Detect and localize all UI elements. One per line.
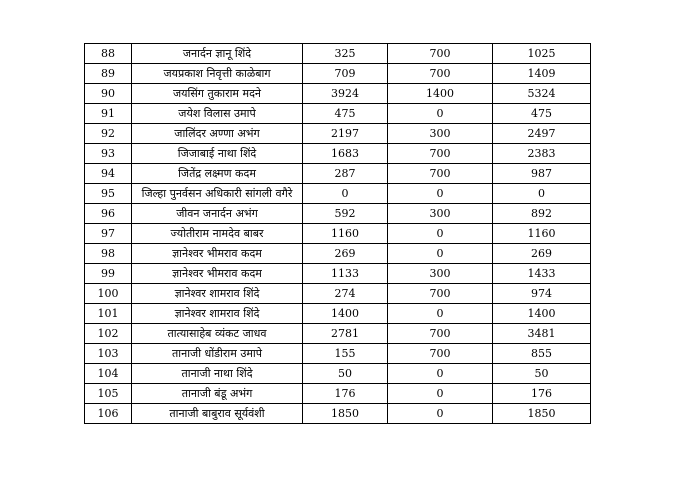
serial-number-cell: 104 bbox=[85, 364, 132, 384]
total-cell: 1850 bbox=[493, 404, 591, 424]
amount-b-cell: 0 bbox=[388, 404, 493, 424]
amount-b-cell: 300 bbox=[388, 204, 493, 224]
amount-b-cell: 0 bbox=[388, 364, 493, 384]
table-row bbox=[85, 144, 591, 164]
amount-b-cell: 700 bbox=[388, 284, 493, 304]
amount-b-cell: 700 bbox=[388, 44, 493, 64]
amount-b-cell: 1400 bbox=[388, 84, 493, 104]
table-body bbox=[85, 44, 591, 424]
amount-b-cell: 0 bbox=[388, 384, 493, 404]
total-cell: 987 bbox=[493, 164, 591, 184]
name-cell: तात्यासाहेब व्यंकट जाधव bbox=[132, 324, 303, 344]
name-cell: ज्ञानेश्वर भीमराव कदम bbox=[132, 264, 303, 284]
amount-b-cell: 0 bbox=[388, 224, 493, 244]
total-cell: 50 bbox=[493, 364, 591, 384]
name-cell: जीवन जनार्दन अभंग bbox=[132, 204, 303, 224]
total-cell: 269 bbox=[493, 244, 591, 264]
name-cell: ज्ञानेश्वर शामराव शिंदे bbox=[132, 304, 303, 324]
serial-number-cell: 100 bbox=[85, 284, 132, 304]
amount-a-cell: 176 bbox=[303, 384, 388, 404]
name-cell: जनार्दन ज्ञानू शिंदे bbox=[132, 44, 303, 64]
serial-number-cell: 90 bbox=[85, 84, 132, 104]
total-cell: 176 bbox=[493, 384, 591, 404]
table-row bbox=[85, 44, 591, 64]
amount-a-cell: 155 bbox=[303, 344, 388, 364]
table-row bbox=[85, 264, 591, 284]
name-cell: तानाजी बाबुराव सूर्यवंशी bbox=[132, 404, 303, 424]
serial-number-cell: 103 bbox=[85, 344, 132, 364]
table-row bbox=[85, 64, 591, 84]
amount-b-cell: 0 bbox=[388, 184, 493, 204]
serial-number-cell: 98 bbox=[85, 244, 132, 264]
amount-b-cell: 300 bbox=[388, 124, 493, 144]
serial-number-cell: 97 bbox=[85, 224, 132, 244]
name-cell: तानाजी नाथा शिंदे bbox=[132, 364, 303, 384]
amount-a-cell: 0 bbox=[303, 184, 388, 204]
amount-a-cell: 1133 bbox=[303, 264, 388, 284]
amount-a-cell: 325 bbox=[303, 44, 388, 64]
serial-number-cell: 96 bbox=[85, 204, 132, 224]
name-cell: जिल्हा पुनर्वसन अधिकारी सांगली वगैरे bbox=[132, 184, 303, 204]
table-row bbox=[85, 164, 591, 184]
serial-number-cell: 91 bbox=[85, 104, 132, 124]
name-cell: तानाजी धोंडीराम उमापे bbox=[132, 344, 303, 364]
total-cell: 0 bbox=[493, 184, 591, 204]
table-row bbox=[85, 324, 591, 344]
amount-a-cell: 50 bbox=[303, 364, 388, 384]
table-row bbox=[85, 204, 591, 224]
serial-number-cell: 106 bbox=[85, 404, 132, 424]
amount-a-cell: 1683 bbox=[303, 144, 388, 164]
total-cell: 1433 bbox=[493, 264, 591, 284]
amount-a-cell: 1160 bbox=[303, 224, 388, 244]
table-row bbox=[85, 224, 591, 244]
table-row bbox=[85, 284, 591, 304]
amount-a-cell: 2197 bbox=[303, 124, 388, 144]
name-cell: जयेश विलास उमापे bbox=[132, 104, 303, 124]
serial-number-cell: 95 bbox=[85, 184, 132, 204]
table-row bbox=[85, 244, 591, 264]
amount-a-cell: 274 bbox=[303, 284, 388, 304]
serial-number-cell: 105 bbox=[85, 384, 132, 404]
table-row bbox=[85, 104, 591, 124]
name-cell: जयप्रकाश निवृत्ती काळेबाग bbox=[132, 64, 303, 84]
data-table bbox=[84, 43, 591, 424]
amount-a-cell: 287 bbox=[303, 164, 388, 184]
serial-number-cell: 101 bbox=[85, 304, 132, 324]
amount-a-cell: 2781 bbox=[303, 324, 388, 344]
total-cell: 1025 bbox=[493, 44, 591, 64]
name-cell: जयसिंग तुकाराम मदने bbox=[132, 84, 303, 104]
name-cell: जितेंद्र लक्ष्मण कदम bbox=[132, 164, 303, 184]
amount-b-cell: 700 bbox=[388, 64, 493, 84]
amount-a-cell: 709 bbox=[303, 64, 388, 84]
amount-a-cell: 3924 bbox=[303, 84, 388, 104]
table-row bbox=[85, 184, 591, 204]
total-cell: 2383 bbox=[493, 144, 591, 164]
amount-a-cell: 1850 bbox=[303, 404, 388, 424]
amount-a-cell: 475 bbox=[303, 104, 388, 124]
name-cell: जालिंदर अण्णा अभंग bbox=[132, 124, 303, 144]
serial-number-cell: 93 bbox=[85, 144, 132, 164]
amount-a-cell: 269 bbox=[303, 244, 388, 264]
total-cell: 2497 bbox=[493, 124, 591, 144]
serial-number-cell: 92 bbox=[85, 124, 132, 144]
total-cell: 855 bbox=[493, 344, 591, 364]
amount-b-cell: 0 bbox=[388, 304, 493, 324]
amount-b-cell: 700 bbox=[388, 344, 493, 364]
table-row bbox=[85, 124, 591, 144]
total-cell: 1409 bbox=[493, 64, 591, 84]
amount-b-cell: 700 bbox=[388, 144, 493, 164]
serial-number-cell: 88 bbox=[85, 44, 132, 64]
amount-a-cell: 1400 bbox=[303, 304, 388, 324]
total-cell: 1400 bbox=[493, 304, 591, 324]
total-cell: 1160 bbox=[493, 224, 591, 244]
total-cell: 475 bbox=[493, 104, 591, 124]
table-row bbox=[85, 404, 591, 424]
total-cell: 974 bbox=[493, 284, 591, 304]
table-row bbox=[85, 344, 591, 364]
name-cell: ज्योतीराम नामदेव बाबर bbox=[132, 224, 303, 244]
amount-b-cell: 700 bbox=[388, 324, 493, 344]
total-cell: 892 bbox=[493, 204, 591, 224]
serial-number-cell: 94 bbox=[85, 164, 132, 184]
table-row bbox=[85, 384, 591, 404]
table-row bbox=[85, 84, 591, 104]
table-row bbox=[85, 304, 591, 324]
serial-number-cell: 99 bbox=[85, 264, 132, 284]
name-cell: जिजाबाई नाथा शिंदे bbox=[132, 144, 303, 164]
total-cell: 3481 bbox=[493, 324, 591, 344]
name-cell: ज्ञानेश्वर भीमराव कदम bbox=[132, 244, 303, 264]
name-cell: तानाजी बंडू अभंग bbox=[132, 384, 303, 404]
amount-b-cell: 0 bbox=[388, 244, 493, 264]
amount-b-cell: 700 bbox=[388, 164, 493, 184]
table-row bbox=[85, 364, 591, 384]
amount-b-cell: 300 bbox=[388, 264, 493, 284]
serial-number-cell: 89 bbox=[85, 64, 132, 84]
name-cell: ज्ञानेश्वर शामराव शिंदे bbox=[132, 284, 303, 304]
serial-number-cell: 102 bbox=[85, 324, 132, 344]
amount-b-cell: 0 bbox=[388, 104, 493, 124]
amount-a-cell: 592 bbox=[303, 204, 388, 224]
total-cell: 5324 bbox=[493, 84, 591, 104]
